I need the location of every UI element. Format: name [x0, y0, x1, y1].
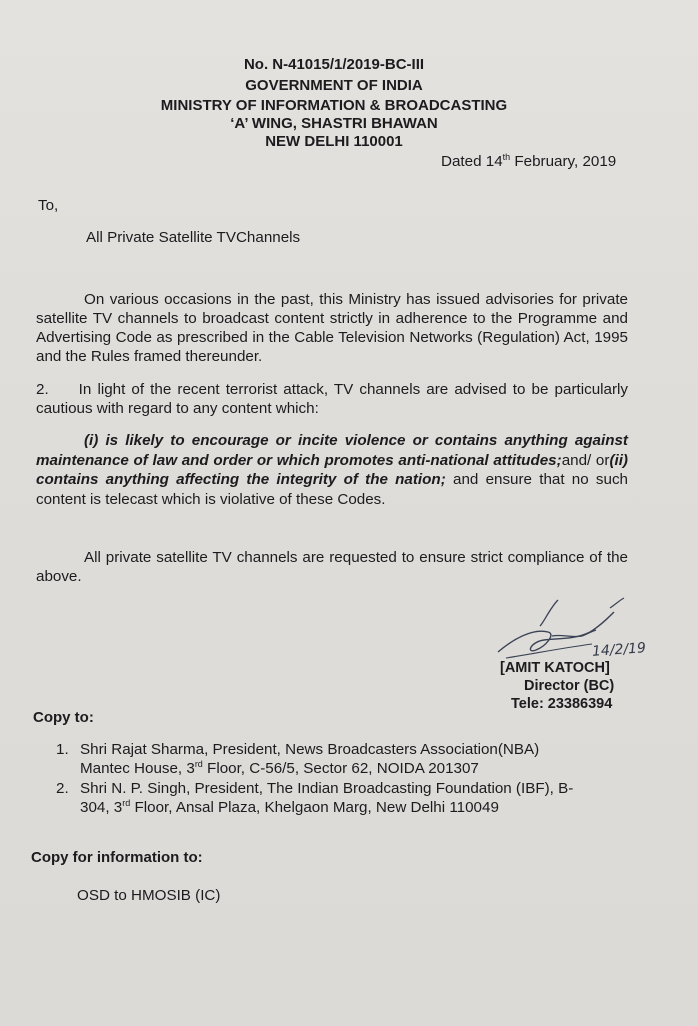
clause-i: (i) is likely to encourage or incite violence or contains anything against maintenance of law and order or which promotes anti-national attitudes; — [36, 432, 628, 469]
copy-to-heading: Copy to: — [33, 709, 94, 726]
letter-date: Dated 14th February, 2019 — [441, 152, 617, 170]
paragraph-1: On various occasions in the past, this Ministry has issued advisories for private satellite TV channels to broadcast content strictly in adherence to the Programme and Advertising Code as prescribed in the Cable Television Networks (Regulation) Act, 1995 and the Rules framed thereunder. — [36, 291, 628, 365]
signatory-designation: Director (BC) — [524, 678, 615, 694]
signatory-name: [AMIT KATOCH] — [500, 660, 610, 676]
copy-to-item-1-address: Mantec House, 3rd Floor, C-56/5, Sector 62, NOIDA 201307 — [80, 759, 479, 777]
paragraph-2-text: In light of the recent terrorist attack, TV channels are advised to be particularly cautious with regard to any content which: — [36, 381, 628, 417]
government-title: GOVERNMENT OF INDIA — [245, 77, 423, 94]
city-address: NEW DELHI 110001 — [265, 133, 403, 150]
and-or: and/ or — [561, 451, 610, 469]
reference-number: No. N-41015/1/2019-BC-III — [243, 56, 425, 73]
paragraph-2-number: 2. — [36, 381, 49, 398]
signatory-telephone: Tele: 23386394 — [511, 696, 613, 712]
paragraph-3 — [36, 431, 628, 509]
copy-to-item-2-address: 304, 3rd Floor, Ansal Plaza, Khelgaon Marg, New Delhi 110049 — [80, 798, 499, 816]
copy-info-item: OSD to HMOSIB (IC) — [77, 887, 221, 904]
paragraph-2 — [36, 380, 628, 418]
copy-to-item-1: 1. Shri Rajat Sharma, President, News Broadcasters Association(NBA) — [56, 741, 540, 758]
salutation-to: To, — [38, 197, 59, 214]
ministry-title: MINISTRY OF INFORMATION & BROADCASTING — [160, 97, 508, 114]
paragraph-4: All private satellite TV channels are requested to ensure strict compliance of the above. — [36, 549, 628, 585]
paragraph-3-rest: and ensure that no such content is telecast which is violative of these Codes. — [36, 471, 628, 508]
copy-info-heading: Copy for information to: — [31, 849, 203, 866]
copy-to-item-2: 2. Shri N. P. Singh, President, The Indian Broadcasting Foundation (IBF), B- — [56, 780, 574, 797]
recipient: All Private Satellite TVChannels — [86, 229, 301, 246]
wing-address: ‘A’ WING, SHASTRI BHAWAN — [230, 115, 438, 132]
handwritten-date: 14/2/19 — [591, 640, 647, 660]
clause-ii: (ii) contains anything affecting the integrity of the nation; — [36, 451, 628, 488]
handwritten-signature — [492, 596, 662, 668]
